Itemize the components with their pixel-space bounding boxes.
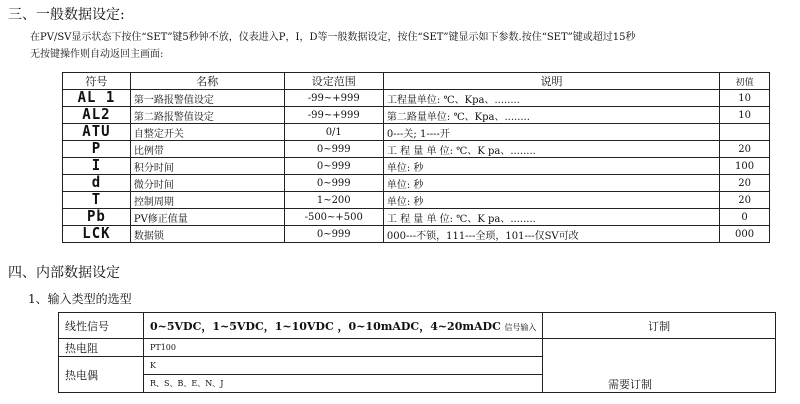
- input-type-subheading: 1、输入类型的选型: [28, 292, 132, 306]
- table-row: [63, 90, 770, 107]
- symbol-cell: AL 1: [77, 89, 116, 107]
- input-type-value-k: K: [144, 357, 542, 375]
- description-cell: 000---不锁，111---全琐，101---仅SV可改: [383, 226, 719, 243]
- symbol-cell: ATU: [82, 123, 111, 141]
- name-cell: 控制周期: [130, 192, 284, 209]
- range-cell: 0~999: [284, 226, 383, 243]
- initial-value-cell: 000: [720, 226, 770, 243]
- symbol-cell: d: [91, 174, 102, 192]
- range-cell: -500~+500: [284, 209, 383, 226]
- table-row: [63, 141, 770, 158]
- initial-value-cell: 20: [720, 141, 770, 158]
- header-initial-value: 初值: [720, 73, 770, 90]
- symbol-cell: Pb: [87, 208, 106, 226]
- symbol-cell: P: [91, 140, 102, 158]
- description-cell: 工 程 量 单 位: ℃、K pa、........: [383, 141, 719, 158]
- table-row: [63, 209, 770, 226]
- table-row: [63, 226, 770, 243]
- name-cell: 积分时间: [130, 158, 284, 175]
- table-row: [63, 175, 770, 192]
- table-row: [59, 339, 776, 357]
- range-cell: 0~999: [284, 175, 383, 192]
- description-cell: 单位: 秒: [383, 192, 719, 209]
- input-type-value-suffix: 信号输入: [504, 322, 537, 332]
- name-cell: 第一路报警值设定: [130, 90, 284, 107]
- range-cell: 0/1: [284, 124, 383, 141]
- symbol-cell: T: [91, 191, 102, 209]
- header-description: 说明: [383, 73, 719, 90]
- table-row: [63, 192, 770, 209]
- name-cell: 比例带: [130, 141, 284, 158]
- input-type-value: PT100: [144, 339, 543, 357]
- input-type-value: 0~5VDC，1~5VDC，1~10VDC ，0~10mADC，4~20mADC: [150, 319, 501, 333]
- initial-value-cell: 20: [720, 175, 770, 192]
- section-4-heading: 四、内部数据设定: [8, 265, 120, 281]
- input-type-note: [543, 339, 776, 393]
- section-3-heading: 三、一般数据设定:: [8, 7, 125, 23]
- name-cell: PV修正值量: [130, 209, 284, 226]
- table-row: [63, 107, 770, 124]
- input-type-label: 热电偶: [59, 357, 144, 393]
- header-name: 名称: [130, 73, 284, 90]
- range-cell: 0~999: [284, 141, 383, 158]
- table-row: [63, 158, 770, 175]
- description-cell: 第二路量单位: ℃、Kpa、........: [383, 107, 719, 124]
- table-header-row: [63, 73, 770, 90]
- symbol-cell: I: [91, 157, 102, 175]
- range-cell: 0~999: [284, 158, 383, 175]
- description-cell: 工程量单位: ℃、Kpa、........: [383, 90, 719, 107]
- general-parameters-table: [62, 72, 770, 243]
- name-cell: 自整定开关: [130, 124, 284, 141]
- input-type-table: [58, 312, 776, 393]
- input-type-label: 热电阻: [59, 339, 144, 357]
- initial-value-cell: 10: [720, 107, 770, 124]
- intro-text-line-1: 在PV/SV显示状态下按住“SET”键5秒钟不放，仪表进入P，I，D等一般数据设定，按住“SET”键显示如下参数.按住“SET”键或超过15秒: [30, 32, 636, 43]
- input-type-value-others: R、S、B、E、N、J: [150, 379, 224, 388]
- intro-text-line-2: 无按键操作则自动返回主画面:: [30, 49, 164, 60]
- header-symbol: 符号: [63, 73, 131, 90]
- initial-value-cell: 0: [720, 209, 770, 226]
- range-cell: 1~200: [284, 192, 383, 209]
- name-cell: 第二路报警值设定: [130, 107, 284, 124]
- initial-value-cell: 20: [720, 192, 770, 209]
- description-cell: 0---关; 1----开: [383, 124, 719, 141]
- description-cell: 单位: 秒: [383, 158, 719, 175]
- initial-value-cell: [720, 124, 770, 141]
- input-type-note: 订制: [543, 313, 776, 339]
- initial-value-cell: 10: [720, 90, 770, 107]
- description-cell: 工 程 量 单 位: ℃、K pa、........: [383, 209, 719, 226]
- symbol-cell: LCK: [82, 225, 111, 243]
- input-type-label: 线性信号: [59, 313, 144, 339]
- name-cell: 数据锁: [130, 226, 284, 243]
- table-row: [59, 313, 776, 339]
- range-cell: -99~+999: [284, 90, 383, 107]
- initial-value-cell: 100: [720, 158, 770, 175]
- symbol-cell: AL2: [82, 106, 111, 124]
- header-range: 设定范围: [284, 73, 383, 90]
- description-cell: 单位: 秒: [383, 175, 719, 192]
- range-cell: -99~+999: [284, 107, 383, 124]
- table-row: [63, 124, 770, 141]
- custom-order-note: 需要订制: [608, 378, 652, 391]
- name-cell: 微分时间: [130, 175, 284, 192]
